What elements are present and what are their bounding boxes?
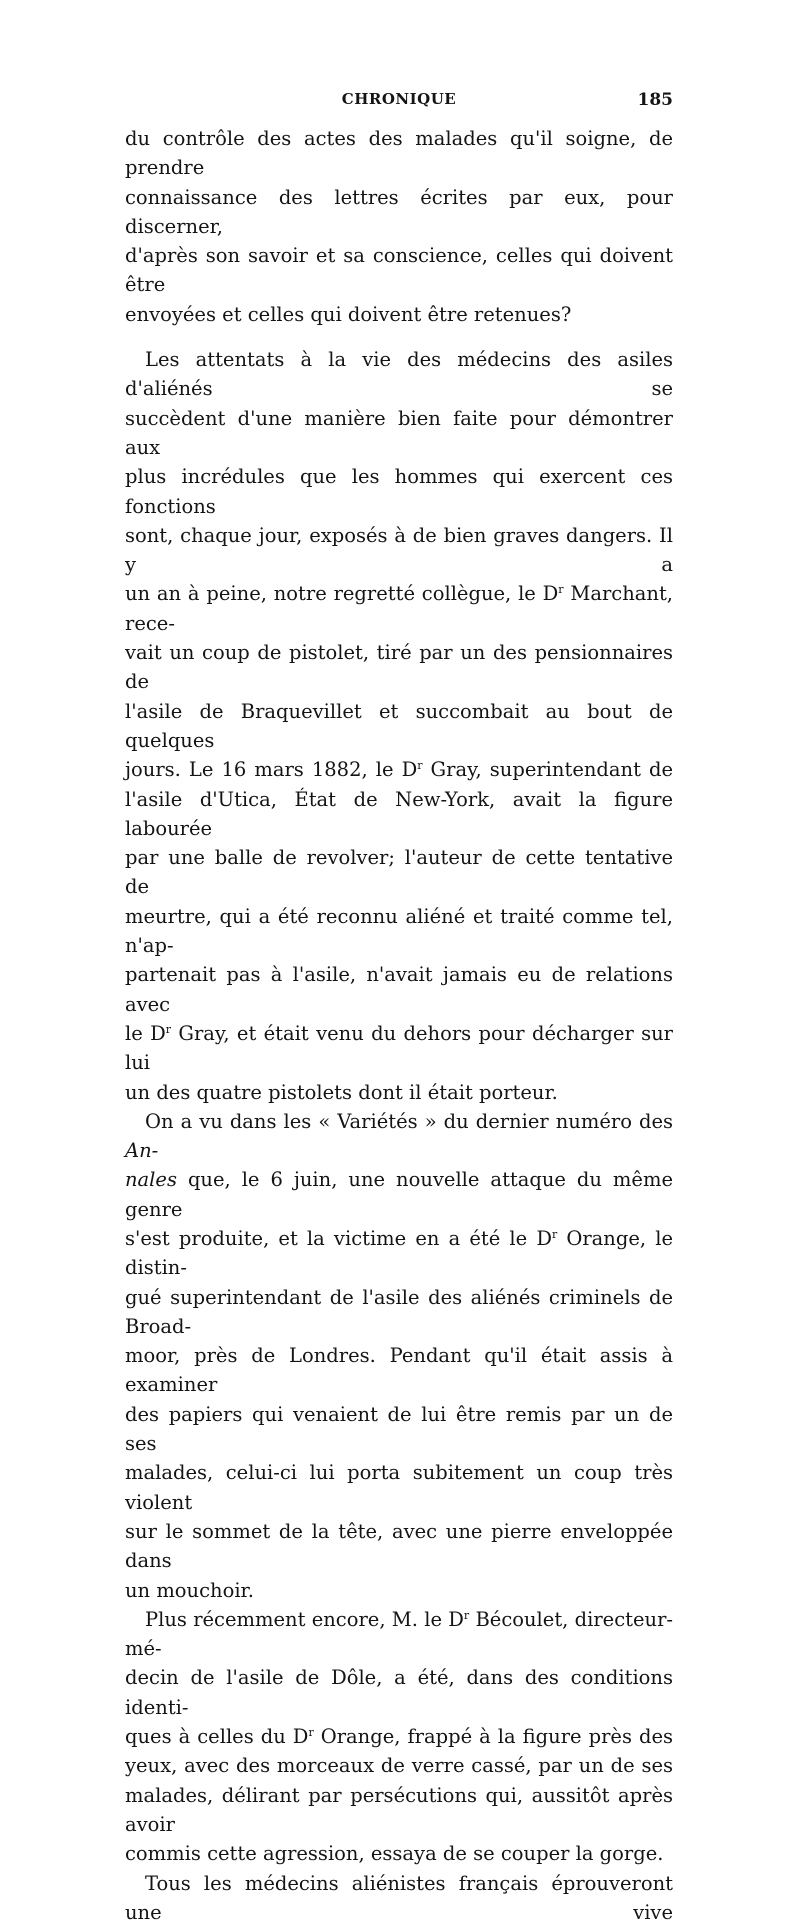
superscript-r: r xyxy=(308,1726,314,1740)
text-run: un an à peine, notre regretté collègue, le D xyxy=(125,582,559,606)
text-line: gué superintendant de l'asile des aliénés criminels de Broad- xyxy=(125,1285,673,1338)
text-run: jours. Le 16 mars 1882, le D xyxy=(125,758,418,782)
text-line xyxy=(125,1019,673,1078)
text-line xyxy=(125,1107,673,1166)
text-line: malades, celui-ci lui porta subitement un coup très violent xyxy=(125,1461,673,1514)
paragraph-gap xyxy=(125,329,673,345)
paragraph-4 xyxy=(125,1605,673,1869)
text-line: des papiers qui venaient de lui être remis par un de ses xyxy=(125,1402,673,1456)
text-run: Plus récemment encore, M. le D xyxy=(145,1607,464,1631)
text-line: un des quatre pistolets dont il était porteur. xyxy=(125,1080,558,1104)
text-line xyxy=(125,1605,673,1664)
italic-run: nales xyxy=(125,1168,177,1192)
text-line: l'asile d'Utica, État de New-York, avait la figure labourée xyxy=(125,787,673,840)
text-run: On a vu dans les « Variétés » du dernier numéro des xyxy=(145,1109,673,1133)
text-run: que, le 6 juin, une nouvelle attaque du même genre xyxy=(125,1168,673,1221)
text-line: yeux, avec des morceaux de verre cassé, par un de ses xyxy=(125,1754,673,1778)
text-line: decin de l'asile de Dôle, a été, dans des conditions identi- xyxy=(125,1666,673,1719)
paragraph-2 xyxy=(125,345,673,1107)
text-line: partenait pas à l'asile, n'avait jamais eu de relations avec xyxy=(125,963,673,1016)
paragraph-5 xyxy=(125,1869,673,1927)
text-line: moor, près de Londres. Pendant qu'il était assis à examiner xyxy=(125,1344,673,1397)
text-line: succèdent d'une manière bien faite pour démontrer aux xyxy=(125,406,673,459)
italic-run: An- xyxy=(125,1139,159,1163)
superscript-r: r xyxy=(551,1227,558,1241)
text-line: par une balle de revolver; l'auteur de cette tentative de xyxy=(125,846,673,899)
running-title: CHRONIQUE xyxy=(341,90,457,108)
text-run: Orange, frappé à la figure près des xyxy=(313,1725,673,1749)
text-run: Bécoulet, directeur-mé- xyxy=(125,1607,673,1661)
text-line: connaissance des lettres écrites par eux, pour discerner, xyxy=(125,185,673,238)
superscript-r: r xyxy=(558,583,564,597)
text-line: plus incrédules que les hommes qui exercent ces fonctions xyxy=(125,465,673,518)
running-header xyxy=(125,90,673,116)
text-line xyxy=(125,1224,673,1283)
text-run: Gray, et était venu du dehors pour décharger sur lui xyxy=(125,1021,674,1075)
text-line: meurtre, qui a été reconnu aliéné et traité comme tel, n'ap- xyxy=(125,904,673,958)
text-run: Orange, le distin- xyxy=(125,1226,673,1280)
text-line: Les attentats à la vie des médecins des asiles d'aliénés se xyxy=(125,348,673,401)
text-line: du contrôle des actes des malades qu'il soigne, de prendre xyxy=(125,127,673,180)
text-line: un mouchoir. xyxy=(125,1578,254,1602)
text-line xyxy=(125,579,673,638)
text-line xyxy=(125,1722,673,1751)
text-run: Marchant, rece- xyxy=(125,582,673,635)
text-line xyxy=(125,1165,673,1224)
superscript-r: r xyxy=(417,759,423,773)
text-run: Gray, superintendant de xyxy=(422,758,674,782)
text-line: Tous les médecins aliénistes français éprouveront une vive xyxy=(125,1871,673,1924)
text-line: sont, chaque jour, exposés à de bien graves dangers. Il y a xyxy=(125,523,673,577)
text-run: le D xyxy=(125,1021,166,1045)
paragraph-3 xyxy=(125,1107,673,1605)
text-run: ques à celles du D xyxy=(125,1725,309,1749)
text-line: d'après son savoir et sa conscience, celles qui doivent être xyxy=(125,244,673,297)
superscript-r: r xyxy=(165,1022,172,1036)
page-number: 185 xyxy=(637,90,673,110)
text-line: envoyées et celles qui doivent être retenues? xyxy=(125,302,572,326)
text-line xyxy=(125,755,673,784)
text-run: s'est produite, et la victime en a été le D xyxy=(125,1226,552,1250)
superscript-r: r xyxy=(463,1608,470,1622)
text-line: malades, délirant par persécutions qui, aussitôt après avoir xyxy=(125,1783,673,1836)
text-line: vait un coup de pistolet, tiré par un des pensionnaires de xyxy=(125,641,673,694)
text-line: sur le sommet de la tête, avec une pierre enveloppée dans xyxy=(125,1519,673,1573)
paragraph-1 xyxy=(125,124,673,329)
text-line: commis cette agression, essaya de se couper la gorge. xyxy=(125,1842,664,1866)
text-line: l'asile de Braquevillet et succombait au bout de quelques xyxy=(125,699,673,752)
body-text xyxy=(125,124,673,1927)
